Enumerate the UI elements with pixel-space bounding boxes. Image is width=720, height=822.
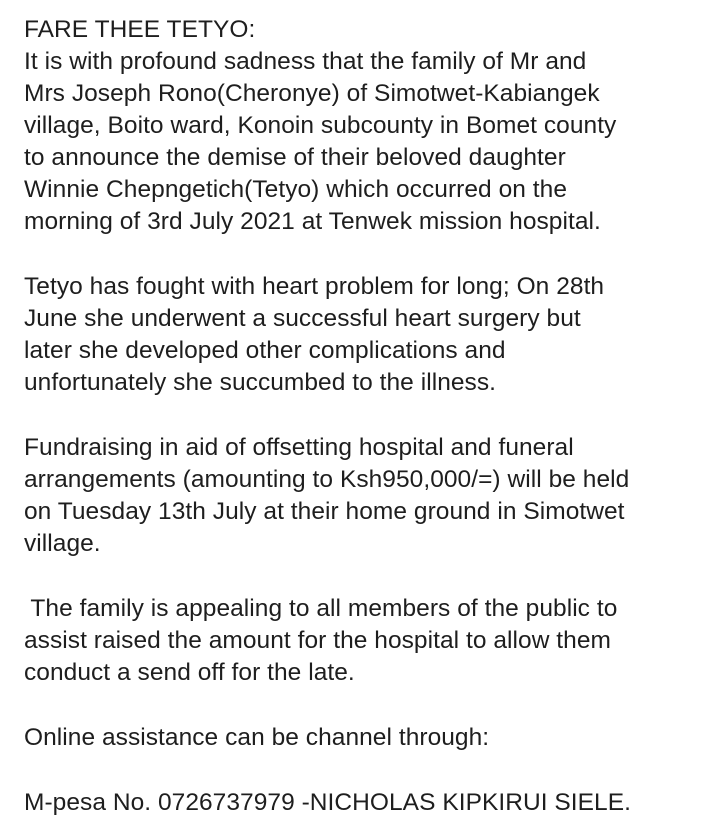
announcement-title: FARE THEE TETYO: xyxy=(24,16,256,43)
paragraph-line: The family is appealing to all members of the public to xyxy=(24,595,618,622)
paragraph-line: village. xyxy=(24,530,101,557)
paragraph-line: arrangements (amounting to Ksh950,000/=) will be held xyxy=(24,466,630,493)
paragraph-line: Tetyo has fought with heart problem for long; On 28th xyxy=(24,273,605,300)
paragraph-online-assistance xyxy=(24,722,714,754)
paragraph-line: Mrs Joseph Rono(Cheronye) of Simotwet-Kabiangek xyxy=(24,80,600,107)
paragraph-appeal xyxy=(24,593,714,689)
paragraph-line: Fundraising in aid of offsetting hospital and funeral xyxy=(24,434,574,461)
paragraph-spacer xyxy=(24,560,714,593)
paragraph-line: It is with profound sadness that the family of Mr and xyxy=(24,48,587,75)
paragraph-line: Online assistance can be channel through: xyxy=(24,724,490,751)
paragraph-line: morning of 3rd July 2021 at Tenwek mission hospital. xyxy=(24,208,601,235)
paragraph-illness xyxy=(24,271,714,399)
paragraph-line: unfortunately she succumbed to the illness. xyxy=(24,369,497,396)
paragraph-line: later she developed other complications and xyxy=(24,337,506,364)
paragraph-line: conduct a send off for the late. xyxy=(24,659,355,686)
paragraph-spacer xyxy=(24,754,714,787)
paragraph-line: to announce the demise of their beloved daughter xyxy=(24,144,566,171)
mpesa-contact-line: M-pesa No. 0726737979 -NICHOLAS KIPKIRUI SIELE. xyxy=(24,789,631,816)
paragraph-line: village, Boito ward, Konoin subcounty in Bomet county xyxy=(24,112,617,139)
paragraph-spacer xyxy=(24,399,714,432)
paragraph-spacer xyxy=(24,689,714,722)
paragraph-mpesa xyxy=(24,787,714,819)
paragraph-fundraising xyxy=(24,432,714,560)
paragraph-line: Winnie Chepngetich(Tetyo) which occurred on the xyxy=(24,176,567,203)
paragraph-line: assist raised the amount for the hospital to allow them xyxy=(24,627,611,654)
paragraph-line: June she underwent a successful heart surgery but xyxy=(24,305,581,332)
paragraph-line: on Tuesday 13th July at their home ground in Simotwet xyxy=(24,498,625,525)
announcement-document xyxy=(24,14,714,819)
paragraph-announcement xyxy=(24,46,714,238)
paragraph-spacer xyxy=(24,238,714,271)
